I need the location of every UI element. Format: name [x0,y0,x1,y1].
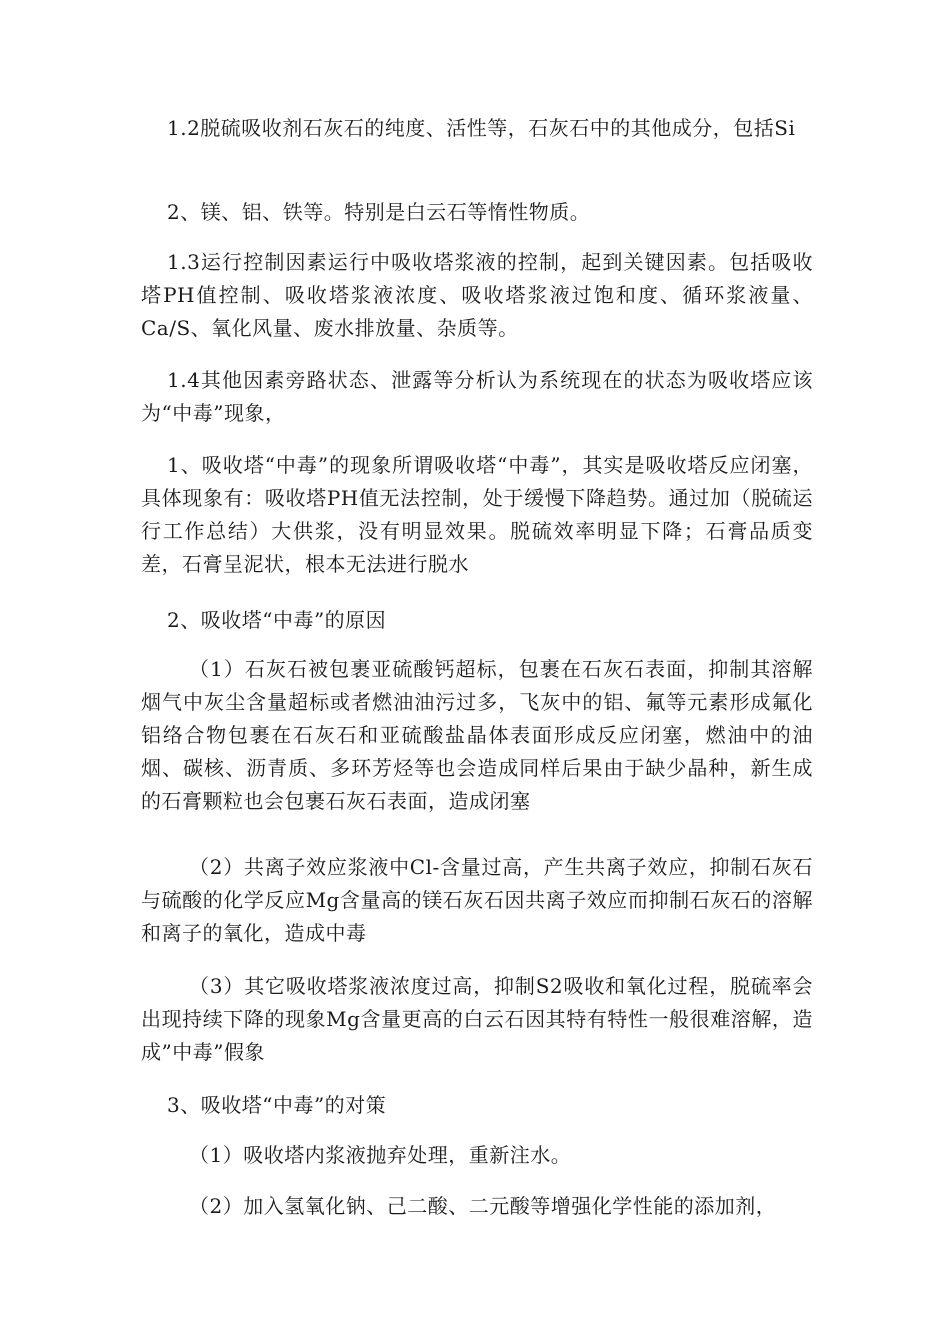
paragraph-countermeasure-2: （2）加入氢氧化钠、己二酸、二元酸等增强化学性能的添加剂， [189,1194,777,1218]
paragraph-1-4-other-factors: 1.4其他因素旁路状态、泄露等分析认为系统现在的状态为吸收塔应该为“中毒”现象， [141,368,813,425]
paragraph-cause-3: （3）其它吸收塔浆液浓度过高，抑制S2吸收和氧化过程，脱硫率会出现持续下降的现象Mg含量更高的白云石因其特有特性一般很难溶解，造成”中毒”假象 [141,974,813,1064]
paragraph-countermeasure-1: （1）吸收塔内浆液抛弃处理，重新注水。 [189,1143,572,1167]
heading-poisoning-countermeasures: 3、吸收塔“中毒”的对策 [167,1093,387,1117]
paragraph-magnesium-aluminum-iron: 2、镁、铝、铁等。特别是白云石等惰性物质。 [167,200,591,224]
paragraph-cause-2: （2）共离子效应浆液中Cl-含量过高，产生共离子效应，抑制石灰石与硫酸的化学反应Mg含量高的镁石灰石因共离子效应而抑制石灰石的溶解和离子的氧化，造成中毒 [141,855,813,945]
heading-poisoning-causes: 2、吸收塔“中毒”的原因 [167,608,387,632]
paragraph-poisoning-phenomenon: 1、吸收塔“中毒”的现象所谓吸收塔“中毒”，其实是吸收塔反应闭塞，具体现象有：吸收塔PH值无法控制，处于缓慢下降趋势。通过加（脱硫运行工作总结）大供浆，没有明显效果。脱硫效率明显下降；石膏品质变差，石膏呈泥状，根本无法进行脱水 [141,453,813,576]
paragraph-cause-1: （1）石灰石被包裹亚硫酸钙超标，包裹在石灰石表面，抑制其溶解烟气中灰尘含量超标或者燃油油污过多，飞灰中的铝、氟等元素形成氟化铝络合物包裹在石灰石和亚硫酸盐晶体表面形成反应闭塞，燃油中的油烟、碳核、沥青质、多环芳烃等也会造成同样后果由于缺少晶种，新生成的石膏颗粒也会包裹石灰石表面，造成闭塞 [141,657,813,813]
paragraph-1-3-operation-control: 1.3运行控制因素运行中吸收塔浆液的控制，起到关键因素。包括吸收塔PH值控制、吸收塔浆液浓度、吸收塔浆液过饱和度、循环浆液量、Ca/S、氧化风量、废水排放量、杂质等。 [141,250,813,340]
paragraph-1-2-absorbent: 1.2脱硫吸收剂石灰石的纯度、活性等，石灰石中的其他成分，包括Si [167,116,796,140]
